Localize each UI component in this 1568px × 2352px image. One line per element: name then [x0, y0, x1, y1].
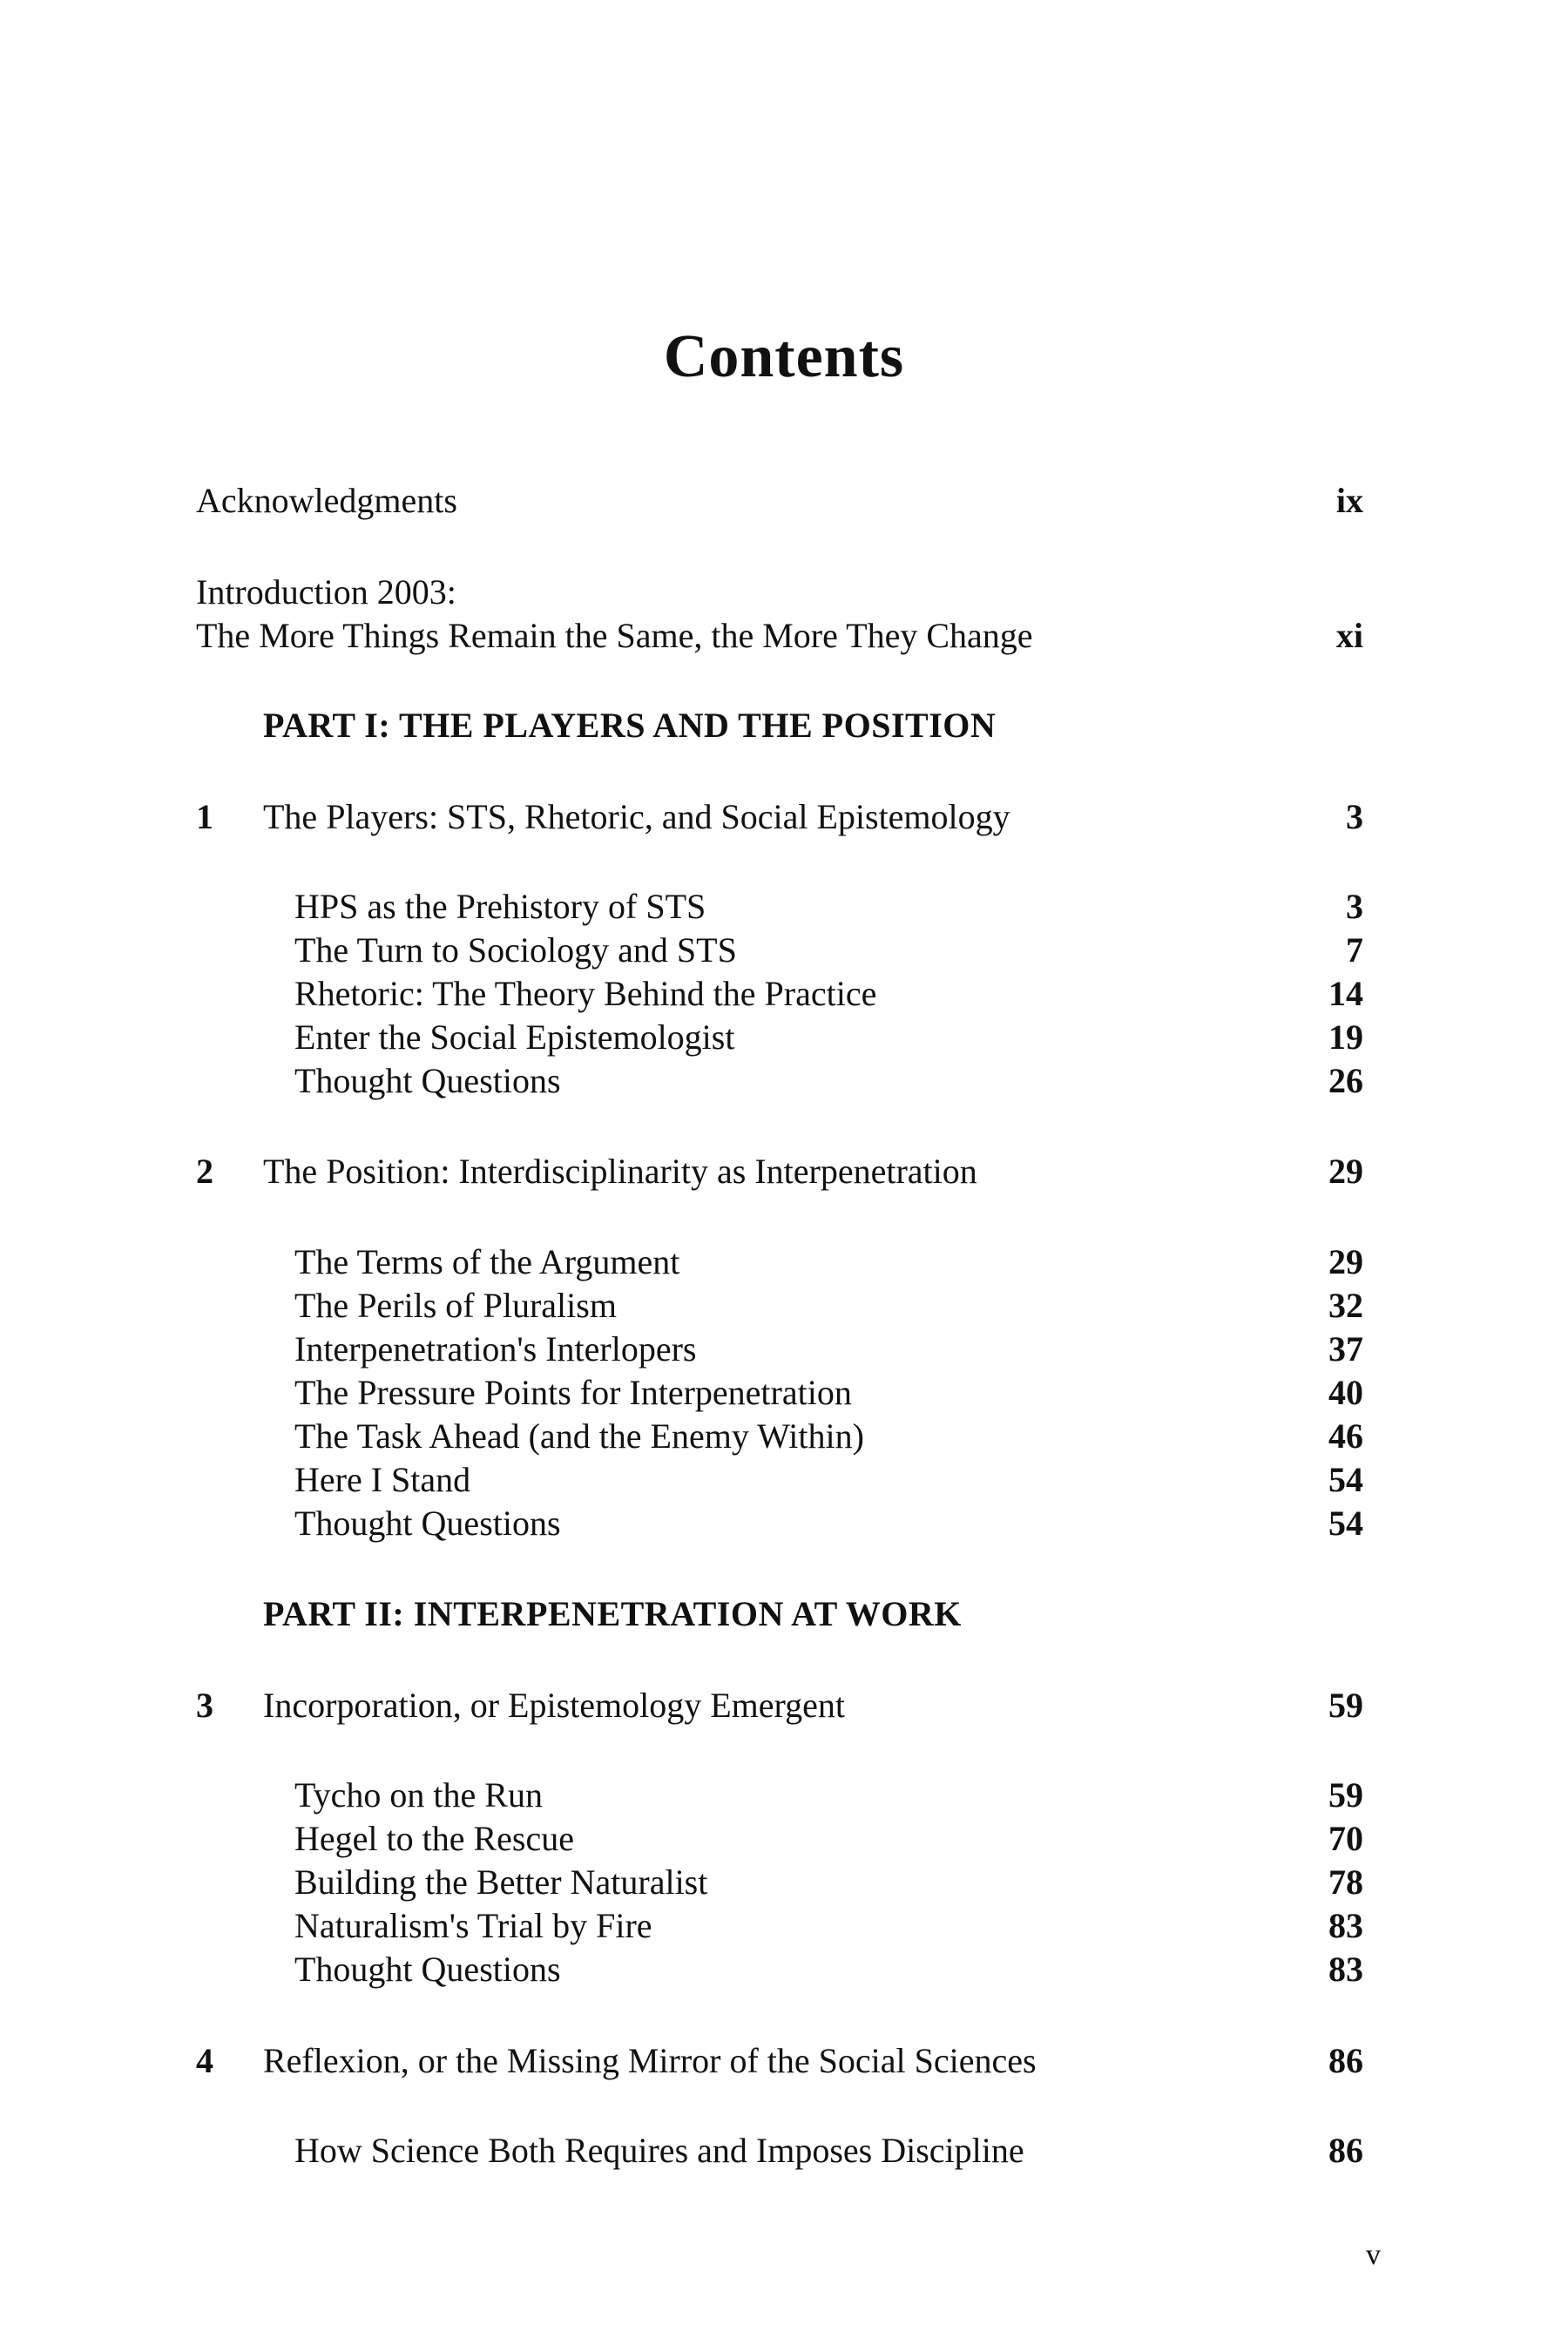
section-title: Tycho on the Run [294, 1775, 543, 1815]
section-page: 14 [1328, 974, 1363, 1013]
part-heading-2: PART II: INTERPENETRATION AT WORK [263, 1594, 962, 1633]
section-page: 86 [1328, 2131, 1363, 2170]
chapter-number: 4 [196, 2041, 213, 2080]
chapter-page: 86 [1328, 2041, 1363, 2080]
chapter-number: 3 [196, 1686, 213, 1725]
section-page: 29 [1328, 1242, 1363, 1281]
section-title: Enter the Social Epistemologist [294, 1017, 735, 1057]
toc-entry-page: xi [1335, 616, 1363, 655]
section-page: 83 [1328, 1906, 1363, 1945]
section-page: 7 [1346, 930, 1363, 970]
section-title: Rhetoric: The Theory Behind the Practice [294, 974, 877, 1013]
toc-entry-label: Introduction 2003: [196, 572, 456, 612]
section-page: 26 [1328, 1061, 1363, 1100]
section-page: 78 [1328, 1862, 1363, 1902]
section-page: 32 [1328, 1286, 1363, 1325]
section-title: Thought Questions [294, 1061, 561, 1100]
section-page: 40 [1328, 1373, 1363, 1412]
toc-entry-label: The More Things Remain the Same, the More They Change [196, 616, 1033, 655]
chapter-page: 3 [1346, 797, 1363, 836]
section-title: The Task Ahead (and the Enemy Within) [294, 1416, 864, 1456]
chapter-title: Reflexion, or the Missing Mirror of the Social Sciences [263, 2041, 1037, 2080]
section-title: Thought Questions [294, 1950, 561, 1989]
chapter-title: Incorporation, or Epistemology Emergent [263, 1686, 845, 1725]
part-heading-1: PART I: THE PLAYERS AND THE POSITION [263, 706, 997, 745]
section-page: 59 [1328, 1775, 1363, 1815]
section-page: 19 [1328, 1017, 1363, 1057]
page-title: Contents [663, 323, 905, 390]
section-title: Hegel to the Rescue [294, 1819, 574, 1858]
section-page: 46 [1328, 1416, 1363, 1456]
section-title: How Science Both Requires and Imposes Discipline [294, 2131, 1024, 2170]
section-title: Naturalism's Trial by Fire [294, 1906, 652, 1945]
chapter-title: The Players: STS, Rhetoric, and Social Epistemology [263, 797, 1010, 836]
section-page: 83 [1328, 1950, 1363, 1989]
section-title: Here I Stand [294, 1460, 471, 1499]
section-title: The Terms of the Argument [294, 1242, 680, 1281]
toc-entry-page: ix [1335, 481, 1363, 520]
chapter-number: 2 [196, 1152, 213, 1191]
chapter-page: 29 [1328, 1152, 1363, 1191]
section-title: The Pressure Points for Interpenetration [294, 1373, 852, 1412]
section-title: HPS as the Prehistory of STS [294, 887, 706, 926]
section-page: 70 [1328, 1819, 1363, 1858]
section-page: 37 [1328, 1329, 1363, 1369]
section-title: Interpenetration's Interlopers [294, 1329, 697, 1369]
page-folio: v [1366, 2239, 1381, 2271]
toc-entry-label: Acknowledgments [196, 481, 457, 520]
section-page: 54 [1328, 1460, 1363, 1499]
chapter-number: 1 [196, 797, 213, 836]
section-title: Thought Questions [294, 1504, 561, 1543]
chapter-page: 59 [1328, 1686, 1363, 1725]
chapter-title: The Position: Interdisciplinarity as Interpenetration [263, 1152, 977, 1191]
section-title: The Perils of Pluralism [294, 1286, 617, 1325]
section-title: The Turn to Sociology and STS [294, 930, 737, 970]
section-page: 54 [1328, 1504, 1363, 1543]
section-page: 3 [1346, 887, 1363, 926]
section-title: Building the Better Naturalist [294, 1862, 708, 1902]
